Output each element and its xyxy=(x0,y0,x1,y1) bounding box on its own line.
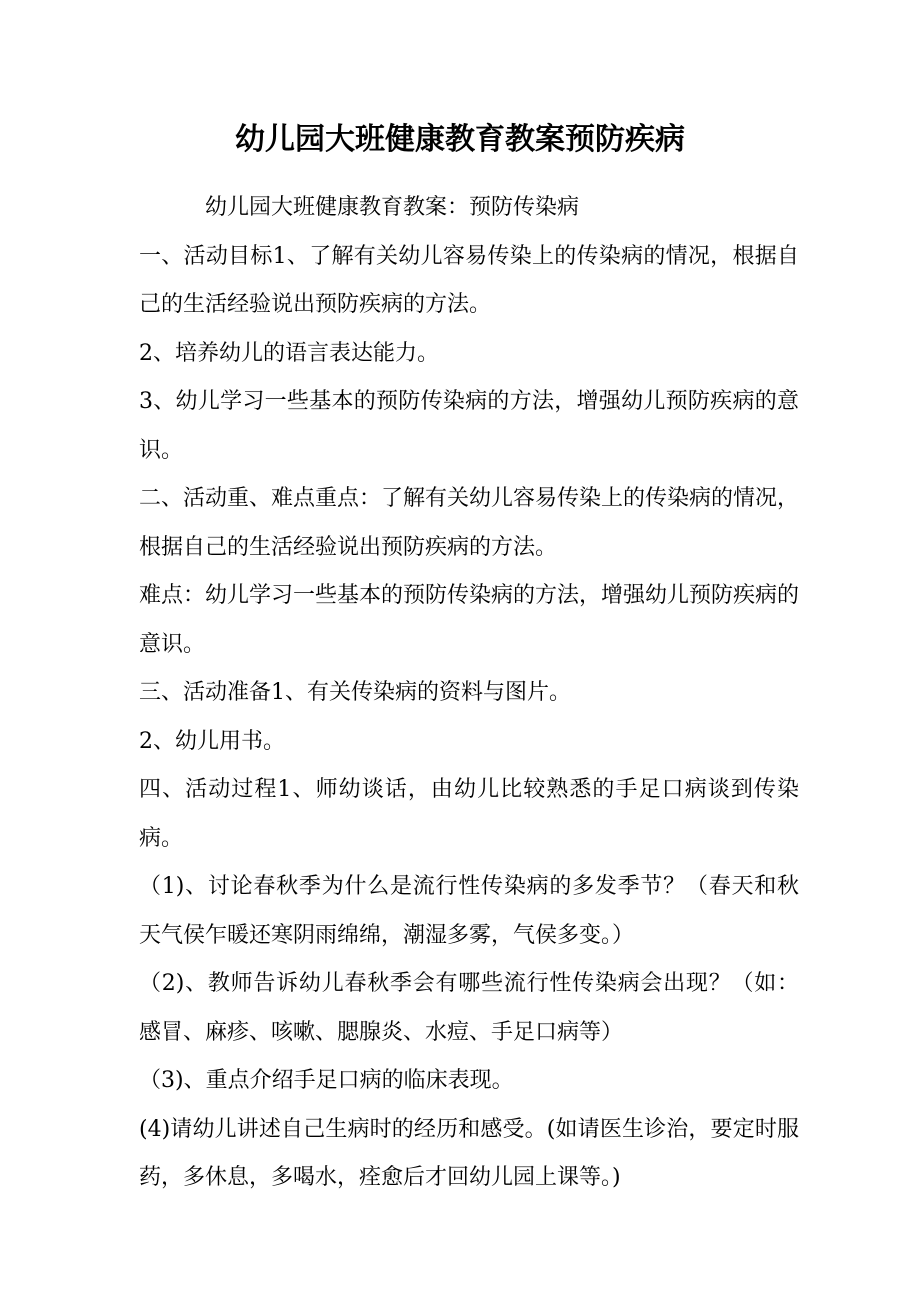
paragraph-process-1: （1)、讨论春秋季为什么是流行性传染病的多发季节？（春天和秋天气侯乍暖还寒阴雨绵绵，潮湿多雾，气侯多变。） xyxy=(139,874,799,948)
paragraph-process-3: （3)、重点介绍手足口病的临床表现。 xyxy=(139,1068,514,1093)
paragraph-objectives: 一、活动目标1、了解有关幼儿容易传染上的传染病的情况，根据自己的生活经验说出预防疾病的方法。 xyxy=(139,243,799,317)
paragraph-preparation: 三、活动准备1、有关传染病的资料与图片。 xyxy=(139,680,571,705)
paragraph-process-2: （2)、教师告诉幼儿春秋季会有哪些流行性传染病会出现？（如：感冒、麻疹、咳嗽、腮腺炎、水痘、手足口病等） xyxy=(139,971,799,1045)
paragraph-preparation-2: 2、幼儿用书。 xyxy=(139,728,285,754)
paragraph-key-points: 二、活动重、难点重点：了解有关幼儿容易传染上的传染病的情况，根据自己的生活经验说出预防疾病的方法。 xyxy=(139,486,800,560)
document-title: 幼儿园大班健康教育教案预防疾病 xyxy=(235,122,685,157)
paragraph-process-4: (4)请幼儿讲述自己生病时的经历和感受。(如请医生诊治，要定时服药，多休息，多喝水，痊愈后才回幼儿园上课等。) xyxy=(139,1116,799,1190)
paragraph-objective-2: 2、培养幼儿的语言表达能力。 xyxy=(139,340,439,366)
paragraph-process: 四、活动过程1、师幼谈话，由幼儿比较熟悉的手足口病谈到传染病。 xyxy=(139,777,799,851)
subtitle-paragraph: 幼儿园大班健康教育教案：预防传染病 xyxy=(205,195,580,220)
paragraph-objective-3: 3、幼儿学习一些基本的预防传染病的方法，增强幼儿预防疾病的意识。 xyxy=(139,389,799,463)
document-body xyxy=(139,184,799,1203)
paragraph-difficulty: 难点：幼儿学习一些基本的预防传染病的方法，增强幼儿预防疾病的意识。 xyxy=(139,583,800,657)
